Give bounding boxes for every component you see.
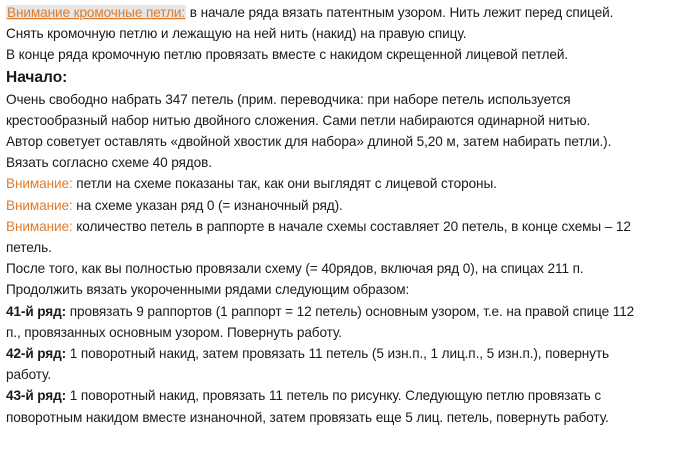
intro-line-3: В конце ряда кромочную петлю провязать вместе с накидом скрещенной лицевой петлей. (6, 47, 568, 63)
note-3-continued: петель. (6, 240, 52, 256)
note-3 (6, 216, 694, 237)
note-text: петли на схеме показаны так, как они выглядят с лицевой стороны. (72, 176, 497, 192)
note-label: Внимание: (6, 197, 73, 213)
row-label: 43-й ряд: (6, 388, 67, 404)
row-42-line-2: работу. (6, 367, 52, 383)
note-text: на схеме указан ряд 0 (= изнаночный ряд). (72, 197, 343, 213)
row-41-line-1 (6, 301, 694, 322)
intro-line-1 (6, 2, 694, 23)
body-line-4: Вязать согласно схеме 40 рядов. (6, 155, 212, 171)
note-text: количество петель в раппорте в начале схемы составляет 20 петель, в конце схемы – 12 (72, 218, 631, 234)
section-heading: Начало: (6, 68, 68, 86)
intro-line-1-text: в начале ряда вязать патентным узором. Нить лежит перед спицей. (186, 5, 614, 20)
note-2 (6, 195, 694, 216)
attention-edge-label: Внимание кромочные петли: (7, 5, 186, 20)
row-text: 1 поворотный накид, провязать 11 петель по рисунку. Следующую петлю провязать с (66, 388, 602, 404)
row-42-line-1 (6, 343, 694, 364)
note-label: Внимание: (6, 218, 73, 234)
note-label: Внимание: (6, 176, 73, 192)
row-43-line-1 (6, 385, 694, 406)
row-label: 42-й ряд: (6, 346, 67, 362)
row-text: 1 поворотный накид, затем провязать 11 петель (5 изн.п., 1 лиц.п., 5 изн.п.), повернуть (66, 346, 609, 362)
row-label: 41-й ряд: (6, 303, 67, 319)
body-line-3: Автор советует оставлять «двойной хвостик для набора» длиной 5,20 м, затем набирать петли.). (6, 134, 612, 150)
intro-line-2: Снять кромочную петлю и лежащую на ней нить (накид) на правую спицу. (6, 26, 467, 42)
after-line-2: Продолжить вязать укороченными рядами следующим образом: (6, 282, 410, 298)
body-line-2: крестообразный набор нитью двойного сложения. Сами петли набираются одинарной нитью. (6, 112, 591, 128)
note-1 (6, 173, 694, 194)
row-43-line-2: поворотным накидом вместе изнаночной, затем провязать еще 5 лиц. петель, повернуть работу. (6, 409, 609, 425)
body-line-1: Очень свободно набрать 347 петель (прим. переводчика: при наборе петель используется (6, 91, 571, 107)
row-41-line-2: п., провязанных основным узором. Повернуть работу. (6, 324, 342, 340)
after-line-1: После того, как вы полностью провязали схему (= 40рядов, включая ряд 0), на спицах 211 п. (6, 261, 584, 277)
row-text: провязать 9 раппортов (1 раппорт = 12 петель) основным узором, т.е. на правой спице 112 (66, 303, 635, 319)
